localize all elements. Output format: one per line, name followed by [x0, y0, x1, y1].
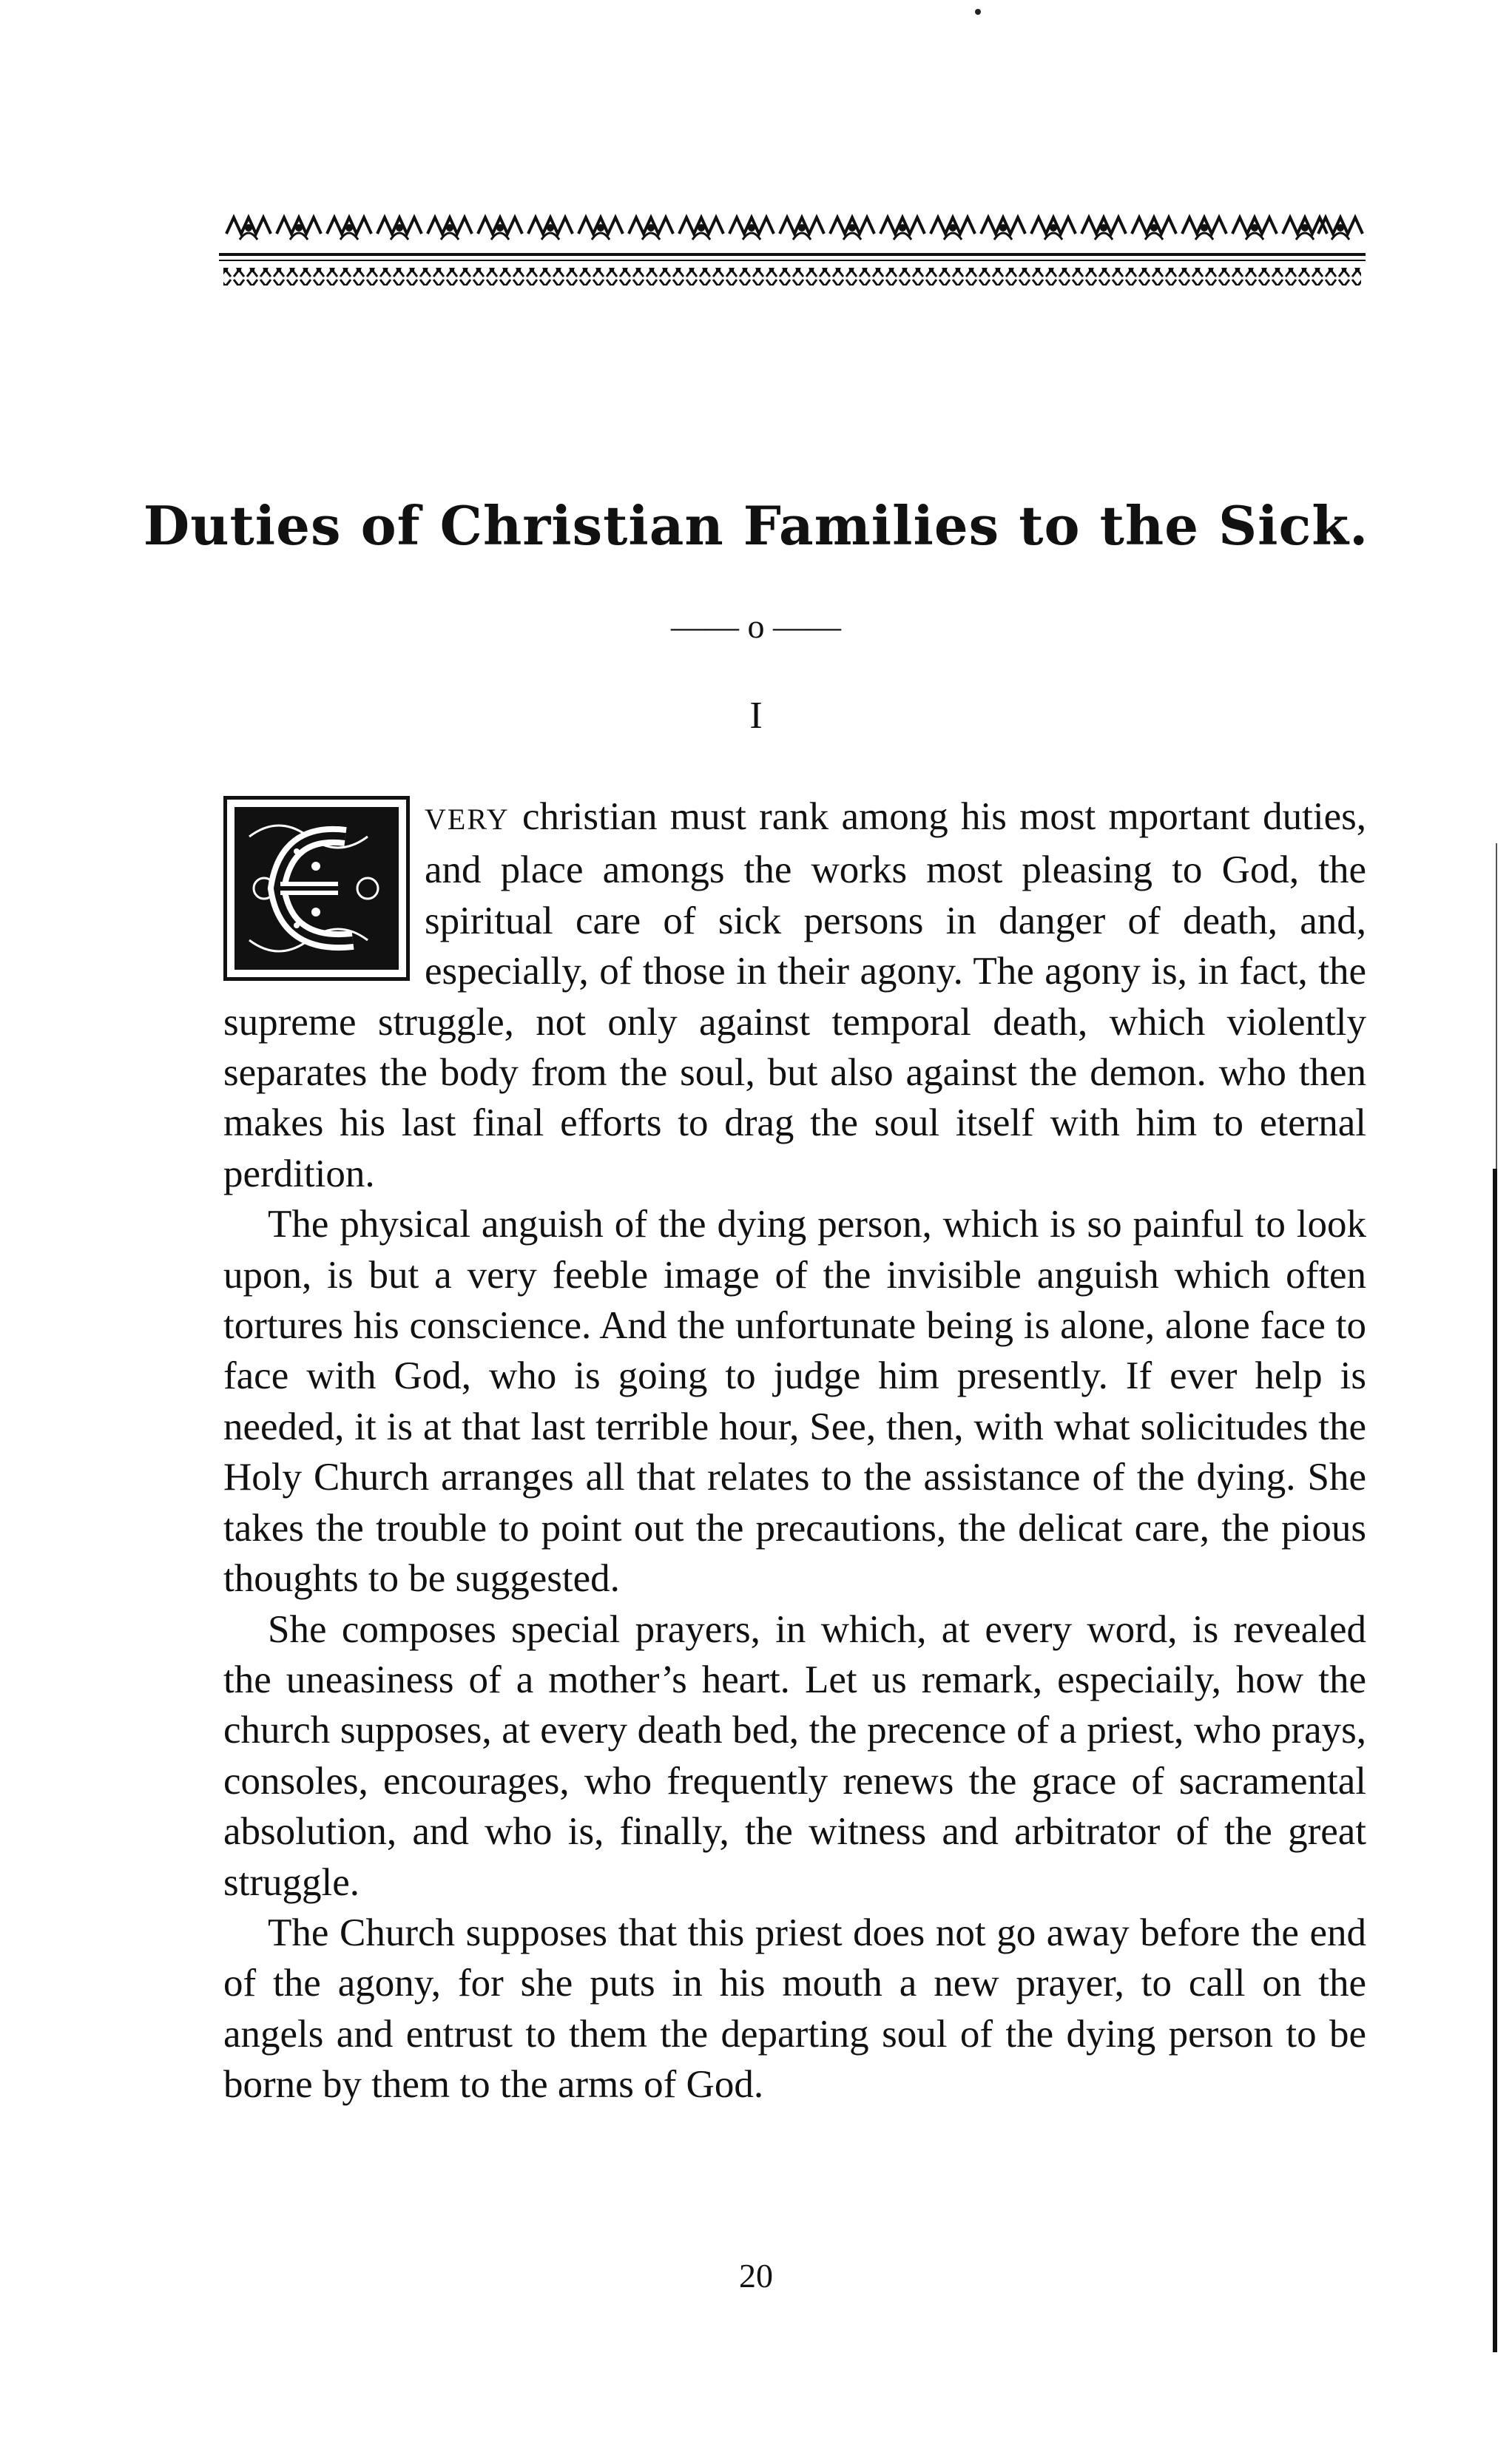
stray-mark	[975, 9, 981, 15]
decorative-header-ornament	[219, 197, 1366, 300]
paragraph-3: She composes special prayers, in which, at every word, is revealed the uneasiness of a mother’s heart. Let us remark, especiaily, how the church supposes, at every death bed, the precence of a priest, who prays, consoles, encourages, who frequently renews the grace of sacramental absolution, and who is, finally, the witness and arbitrator of the great struggle.	[223, 1607, 1366, 1904]
title-divider: —— o ——	[671, 607, 841, 645]
page-number: 20	[739, 2257, 773, 2295]
paragraph-4: The Church supposes that this priest does not go away before the end of the agony, for she puts in his mouth a new prayer, to call on the angels and entrust to them the departing soul of the dying person to be borne by them to the arms of God.	[223, 1911, 1366, 2107]
section-number: I	[749, 695, 763, 737]
page-edge-line	[1496, 843, 1497, 1169]
drop-cap-initial	[223, 796, 410, 981]
page-title: Duties of Christian Families to the Sick.	[143, 494, 1369, 557]
body-text	[223, 791, 1366, 2110]
paragraph-1	[223, 791, 1366, 1199]
drop-cap-continuation: VERY	[425, 803, 510, 836]
paragraph-2: The physical anguish of the dying person, which is so painful to look upon, is but a very feeble image of the invisible anguish which often tortures his conscience. And the unfortunate being is alone, alone face to face with God, who is going to judge him presently. If ever help is needed, it is at that last terrible hour, See, then, with what solicitudes the Holy Church arranges all that relates to the assistance of the dying. She takes the trouble to point out the precautions, the delicat care, the pious thoughts to be suggested.	[223, 1203, 1366, 1601]
page-edge-bar	[1493, 1169, 1497, 2352]
paragraph-1-text: christian must rank among his most mportant duties, and place amongs the works most pleasing to God, the spiritual care of sick persons in danger of death, and, especially, of those in their agony. The agony is, in fact, the supreme struggle, not only against temporal death, which violently separates the body from the soul, but also against the demon. who then makes his last final efforts to drag the soul itself with him to eternal perdition.	[223, 795, 1366, 1195]
